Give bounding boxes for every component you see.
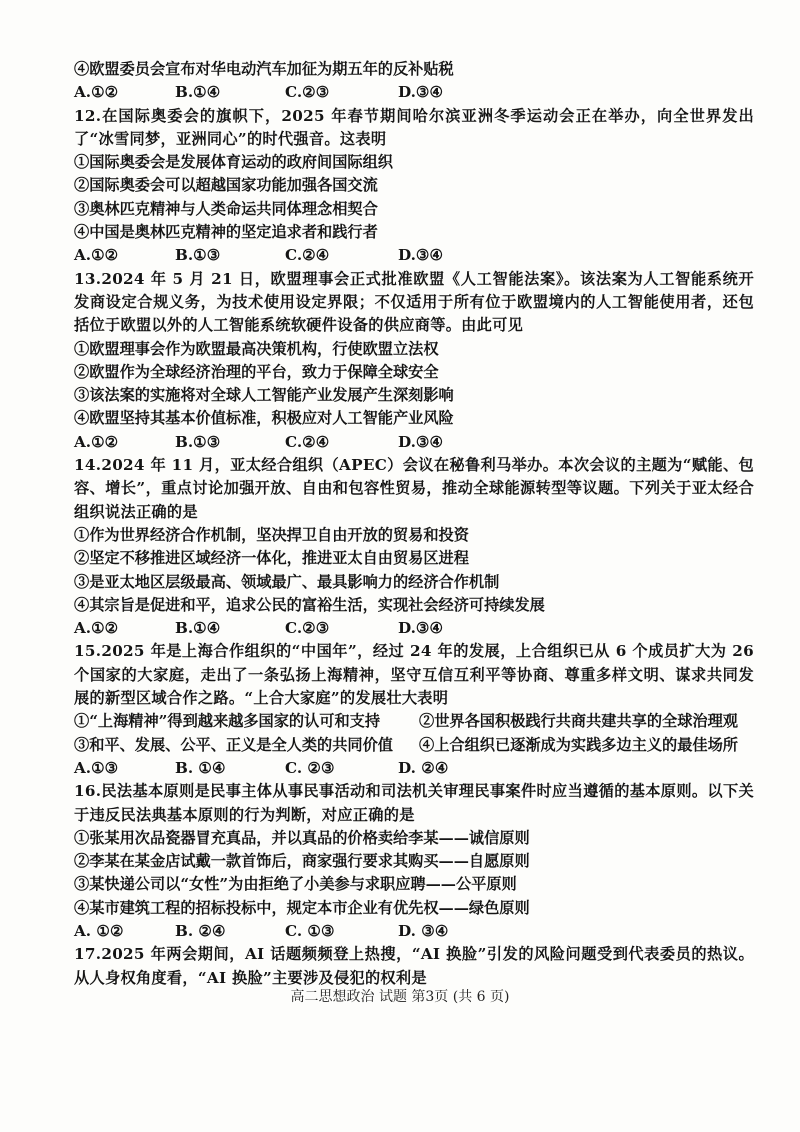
q14-choice-b: B.①④: [175, 619, 221, 638]
q11-choice-a: A.①②: [74, 83, 119, 102]
q14-choice-c: C.②③: [285, 619, 330, 638]
q13-choice-a: A.①②: [74, 432, 119, 451]
q16-option-1: ①张某用次品瓷器冒充真品，并以真品的价格卖给李某——诚信原则: [74, 828, 530, 847]
q16-answer-choices: [74, 920, 754, 943]
q13-stem: 13.2024 年 5 月 21 日，欧盟理事会正式批准欧盟《人工智能法案》。该法案为人工智能系统开发商设定合规义务，为技术使用设定界限；不仅适用于所有位于欧盟境内的人工智能使用者，还包括位于欧盟以外的人工智能系统软硬件设备的供应商等。由此可见: [74, 269, 754, 335]
q14-choice-d: D.③④: [398, 619, 444, 638]
q13-option-3: ③该法案的实施将对全球人工智能产业发展产生深刻影响: [74, 386, 454, 405]
q16-stem: 16.民法基本原则是民事主体从事民事活动和司法机关审理民事案件时应当遵循的基本原则。以下关于违反民法典基本原则的行为判断，对应正确的是: [74, 782, 754, 824]
q13-choice-c: C.②④: [285, 432, 330, 451]
q16-choice-b: B. ②④: [175, 921, 226, 940]
q11-answer-choices: [74, 81, 754, 104]
q12-answer-choices: [74, 244, 754, 267]
q14-choice-a: A.①②: [74, 619, 119, 638]
q13-option-2: ②欧盟作为全球经济治理的平台，致力于保障全球安全: [74, 362, 439, 381]
q13-option-4: ④欧盟坚持其基本价值标准，积极应对人工智能产业风险: [74, 409, 454, 428]
q14-option-4: ④其宗旨是促进和平，追求公民的富裕生活，实现社会经济可持续发展: [74, 595, 545, 614]
q15-choice-a: A.①③: [74, 758, 119, 777]
q15-option-4: ④上合组织已逐渐成为实践多边主义的最佳场所: [419, 735, 738, 754]
q12-choice-c: C.②④: [285, 246, 330, 265]
q15-options-row-1: [74, 710, 754, 733]
q12-option-4: ④中国是奥林匹克精神的坚定追求者和践行者: [74, 223, 378, 242]
q15-choice-b: B. ①④: [175, 758, 226, 777]
q11-option-4: ④欧盟委员会宣布对华电动汽车加征为期五年的反补贴税: [74, 60, 454, 78]
q14-option-2: ②坚定不移推进区域经济一体化，推进亚太自由贸易区进程: [74, 549, 469, 568]
q12-choice-d: D.③④: [398, 246, 444, 265]
q12-option-2: ②国际奥委会可以超越国家功能加强各国交流: [74, 176, 378, 195]
q15-choice-d: D. ②④: [398, 758, 449, 777]
q16-choice-d: D. ③④: [398, 921, 449, 940]
q13-answer-choices: [74, 431, 754, 454]
q11-choice-c: C.②③: [285, 83, 330, 102]
q15-stem: 15.2025 年是上海合作组织的“中国年”，经过 24 年的发展，上合组织已从 6 个成员扩大为 26 个国家的大家庭，走出了一条弘扬上海精神，坚守互信互利平等协商、尊重多样文明、谋求共同发展的新型区域合作之路。“上合大家庭”的发展壮大表明: [74, 642, 754, 708]
q16-choice-c: C. ①③: [285, 921, 335, 940]
q15-option-2: ②世界各国积极践行共商共建共享的全球治理观: [419, 712, 738, 731]
q16-option-3: ③某快递公司以“女性”为由拒绝了小美参与求职应聘——公平原则: [74, 875, 517, 894]
q16-option-2: ②李某在某金店试戴一款首饰后，商家强行要求其购买——自愿原则: [74, 852, 530, 871]
q15-answer-choices: [74, 757, 754, 780]
q12-option-3: ③奥林匹克精神与人类命运共同体理念相契合: [74, 199, 378, 218]
q12-stem: 12.在国际奥委会的旗帜下，2025 年春节期间哈尔滨亚洲冬季运动会正在举办，向全世界发出了“冰雪同梦，亚洲同心”的时代强音。这表明: [74, 106, 754, 148]
q13-option-1: ①欧盟理事会作为欧盟最高决策机构，行使欧盟立法权: [74, 339, 439, 358]
q15-option-3: ③和平、发展、公平、正义是全人类的共同价值: [74, 735, 393, 754]
q14-option-1: ①作为世界经济合作机制，坚决捍卫自由开放的贸易和投资: [74, 525, 469, 544]
q12-choice-b: B.①③: [175, 246, 221, 265]
q17-stem: 17.2025 年两会期间，AI 话题频频登上热搜，“AI 换脸”引发的风险问题受到代表委员的热议。从人身权角度看，“AI 换脸”主要涉及侵犯的权利是: [74, 945, 754, 987]
q16-option-4: ④某市建筑工程的招标投标中，规定本市企业有优先权——绿色原则: [74, 898, 530, 917]
q14-option-3: ③是亚太地区层级最高、领域最广、最具影响力的经济合作机制: [74, 572, 500, 591]
q12-choice-a: A.①②: [74, 246, 119, 265]
q13-choice-b: B.①③: [175, 432, 221, 451]
q13-choice-d: D.③④: [398, 432, 444, 451]
q14-answer-choices: [74, 617, 754, 640]
q11-choice-b: B.①④: [175, 83, 221, 102]
exam-content: [74, 58, 754, 990]
q15-options-row-2: [74, 734, 754, 757]
q12-option-1: ①国际奥委会是发展体育运动的政府间国际组织: [74, 153, 393, 172]
q14-stem: 14.2024 年 11 月，亚太经合组织（APEC）会议在秘鲁利马举办。本次会议的主题为“赋能、包容、增长”，重点讨论加强开放、自由和包容性贸易，推动全球能源转型等议题。下列关于亚太经合组织说法正确的是: [74, 456, 754, 521]
q11-choice-d: D.③④: [398, 83, 444, 102]
q15-choice-c: C. ②③: [285, 758, 335, 777]
q15-option-1: ①“上海精神”得到越来越多国家的认可和支持: [74, 712, 381, 731]
q16-choice-a: A. ①②: [74, 921, 124, 940]
page-footer: 高二思想政治 试题 第3页 (共 6 页): [290, 989, 510, 1005]
